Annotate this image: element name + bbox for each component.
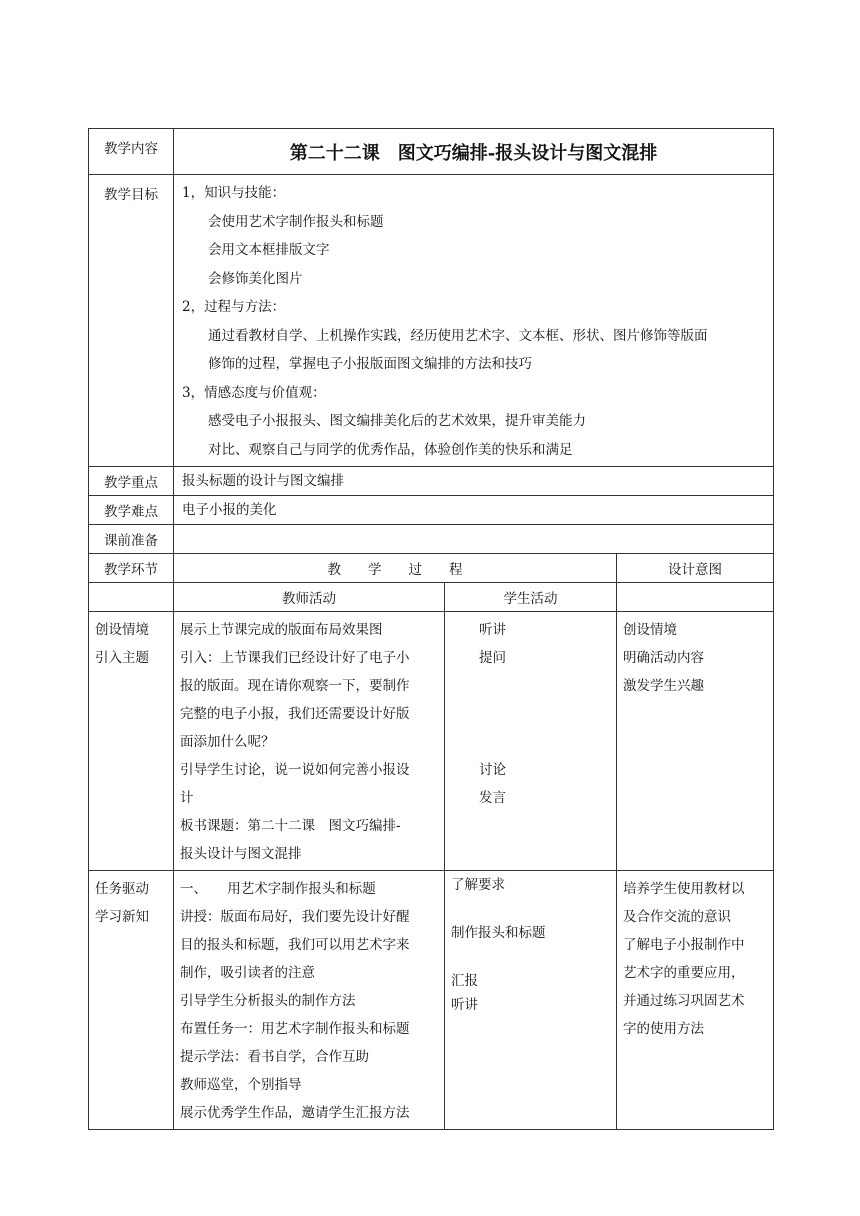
teacher-line: 引导学生讨论，说一说如何完善小报设 [180, 762, 410, 778]
teacher-line: 提示学法：看书自学，合作互助 [180, 1049, 369, 1065]
teacher-line: 引导学生分析报头的制作方法 [180, 993, 356, 1009]
difficulty-row [89, 496, 774, 525]
teacher-line: 引入：上节课我们已经设计好了电子小 [180, 650, 410, 666]
student-line: 听讲 [479, 622, 506, 638]
teacher-line: 报头设计与图文混排 [180, 846, 302, 862]
intent-line: 明确活动内容 [623, 650, 704, 666]
teacher-line: 展示上节课完成的版面布局效果图 [180, 622, 383, 638]
intent-line: 激发学生兴趣 [623, 678, 704, 694]
goal-line: 通过看教材自学、上机操作实践，经历使用艺术字、文本框、形状、图片修饰等版面 [208, 327, 708, 344]
spacer [479, 672, 612, 700]
intent-line: 字的使用方法 [623, 1021, 704, 1037]
goal-line: 1，知识与技能： [182, 185, 286, 201]
activity-header-row [89, 583, 774, 612]
teacher-line: 一、 用艺术字制作报头和标题 [180, 881, 376, 897]
teacher-line: 布置任务一：用艺术字制作报头和标题 [180, 1021, 410, 1037]
stage-label-line: 引入主题 [95, 650, 149, 666]
goals-label: 教学目标 [89, 175, 174, 467]
lesson-plan-table [88, 128, 774, 1130]
teacher-line: 完整的电子小报，我们还需要设计好版 [180, 706, 410, 722]
student-activity [445, 612, 617, 871]
teacher-line: 面添加什么呢？ [180, 734, 275, 750]
teacher-activity [174, 871, 445, 1130]
goal-line: 会使用艺术字制作报头和标题 [208, 213, 384, 230]
teacher-line: 教师巡堂，个别指导 [180, 1077, 302, 1093]
design-intent [617, 612, 774, 871]
teacher-activity-label: 教师活动 [174, 583, 445, 612]
key-point-value: 报头标题的设计与图文编排 [174, 467, 774, 496]
key-point-row [89, 467, 774, 496]
teacher-line: 展示优秀学生作品，邀请学生汇报方法 [180, 1105, 410, 1121]
key-point-label: 教学重点 [89, 467, 174, 496]
student-line: 讨论 [479, 762, 506, 778]
student-activity-label: 学生活动 [445, 583, 617, 612]
stage-label [89, 612, 174, 871]
stage-row [89, 612, 774, 871]
teacher-line: 讲授：版面布局好，我们要先设计好醒 [180, 909, 410, 925]
empty-cell [89, 583, 174, 612]
preparation-row [89, 525, 774, 554]
student-line: 听讲 [451, 997, 478, 1013]
preparation-value [174, 525, 774, 554]
teacher-activity [174, 612, 445, 871]
teacher-line: 计 [180, 790, 194, 806]
goal-line: 3，情感态度与价值观： [182, 384, 326, 401]
spacer [451, 945, 612, 969]
goal-line: 会用文本框排版文字 [208, 242, 330, 258]
goal-line: 2，过程与方法： [182, 299, 286, 315]
goal-line: 感受电子小报报头、图文编排美化后的艺术效果，提升审美能力 [208, 413, 586, 429]
teacher-line: 板书课题：第二十二课 图文巧编排- [180, 818, 401, 834]
teacher-line: 报的版面。现在请你观察一下，要制作 [180, 678, 410, 694]
intent-line: 并通过练习巩固艺术 [623, 993, 745, 1009]
lesson-title: 第二十二课 图文巧编排-报头设计与图文混排 [174, 129, 774, 175]
spacer [479, 700, 612, 728]
spacer [479, 728, 612, 756]
goals-content [174, 175, 774, 467]
content-label: 教学内容 [89, 129, 174, 175]
stage-label [89, 871, 174, 1130]
intent-line: 艺术字的重要应用， [623, 965, 745, 981]
student-line: 提问 [479, 650, 506, 666]
student-line: 了解要求 [451, 877, 505, 893]
content-row [89, 129, 774, 175]
student-activity [445, 871, 617, 1130]
stage-label-line: 任务驱动 [95, 881, 149, 897]
student-line: 发言 [479, 790, 506, 806]
stage-label-line: 创设情境 [95, 622, 149, 638]
design-intent [617, 871, 774, 1130]
teacher-line: 制作，吸引读者的注意 [180, 965, 315, 981]
process-label: 教 学 过 程 [174, 554, 617, 583]
goals-row [89, 175, 774, 467]
spacer [451, 897, 612, 921]
process-stage-label: 教学环节 [89, 554, 174, 583]
intent-line: 培养学生使用教材以 [623, 881, 745, 897]
student-line: 汇报 [451, 973, 478, 989]
intent-label: 设计意图 [617, 554, 774, 583]
student-line: 制作报头和标题 [451, 925, 546, 941]
preparation-label: 课前准备 [89, 525, 174, 554]
difficulty-label: 教学难点 [89, 496, 174, 525]
goal-line: 对比、观察自己与同学的优秀作品，体验创作美的快乐和满足 [208, 441, 573, 458]
intent-line: 创设情境 [623, 622, 677, 638]
empty-cell [617, 583, 774, 612]
goal-line: 会修饰美化图片 [208, 270, 303, 287]
teacher-line: 目的报头和标题，我们可以用艺术字来 [180, 937, 410, 953]
stage-row [89, 871, 774, 1130]
stage-label-line: 学习新知 [95, 909, 149, 925]
difficulty-value: 电子小报的美化 [174, 496, 774, 525]
intent-line: 及合作交流的意识 [623, 909, 731, 925]
goal-line: 修饰的过程，掌握电子小报版面图文编排的方法和技巧 [208, 356, 532, 372]
intent-line: 了解电子小报制作中 [623, 937, 745, 953]
process-header-row [89, 554, 774, 583]
